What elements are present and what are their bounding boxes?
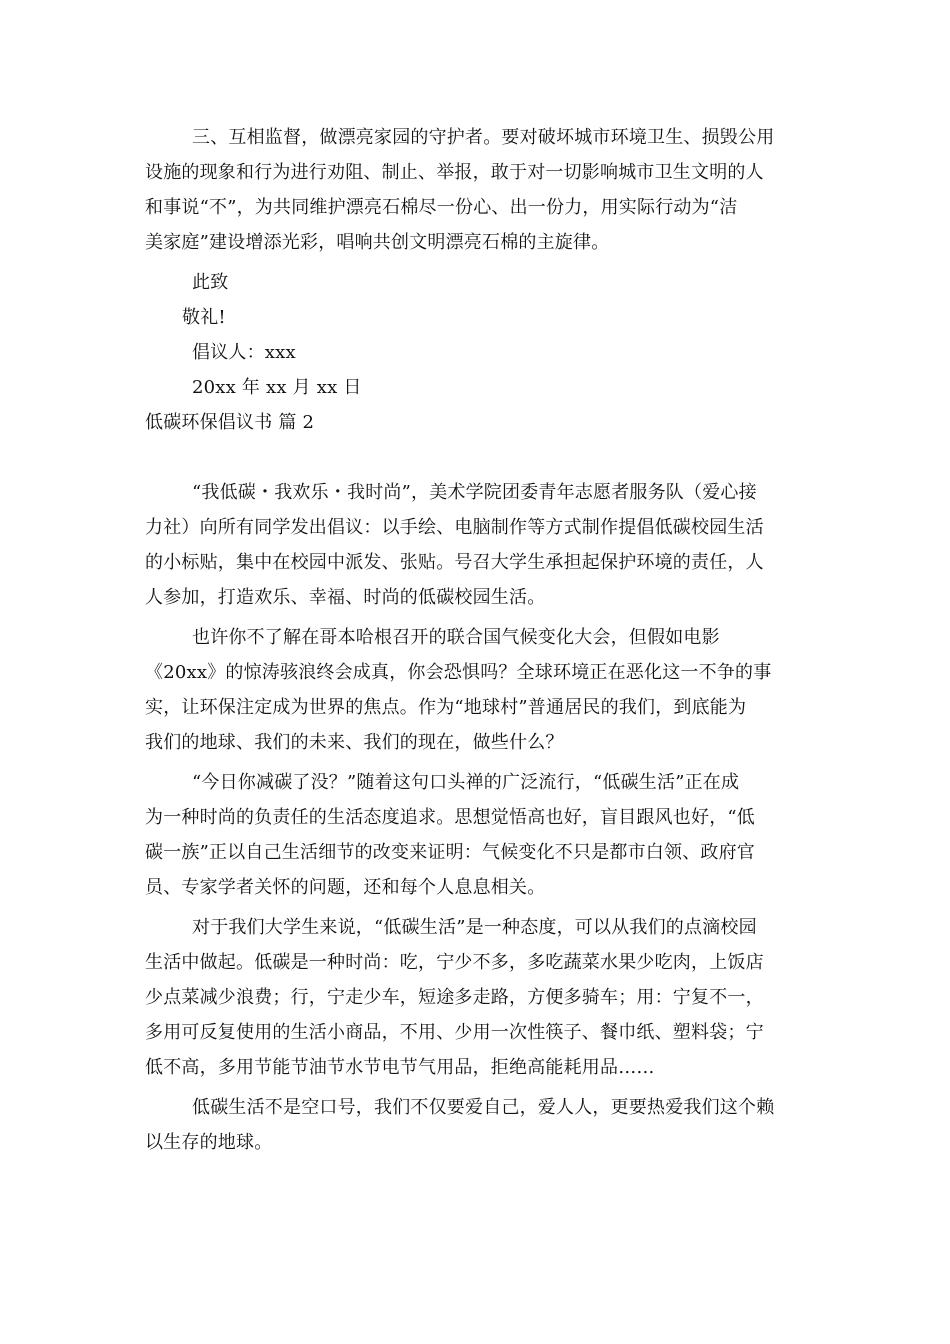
paragraph-line: 少点菜减少浪费；行，宁走少车，短途多走路，方便多骑车；用：宁复不一，	[145, 987, 764, 1008]
paragraph-line: 员、专家学者关怀的问题，还和每个人息息相关。	[145, 877, 546, 898]
paragraph-line: 设施的现象和行为进行劝阻、制止、举报，敢于对一切影响城市卫生文明的人	[145, 162, 764, 183]
paragraph-line: “今日你减碳了没？”随着这句口头禅的广泛流行，“低碳生活”正在成	[192, 772, 740, 793]
paragraph-line: 低不高，多用节能节油节水节电节气用品，拒绝高能耗用品……	[145, 1057, 655, 1078]
closing-regards: 敬礼!	[182, 307, 226, 328]
paragraph-line: 人参加，打造欢乐、幸福、时尚的低碳校园生活。	[145, 587, 546, 608]
paragraph-line: 美家庭”建设增添光彩，唱响共创文明漂亮石棉的主旋律。	[145, 232, 610, 253]
paragraph-line: 的小标贴，集中在校园中派发、张贴。号召大学生承担起保护环境的责任，人	[145, 552, 764, 573]
signer-line: 倡议人：xxx	[192, 342, 296, 363]
paragraph-line: 我们的地球、我们的未来、我们的现在，做些什么？	[145, 732, 564, 753]
paragraph-line: 也许你不了解在哥本哈根召开的联合国气候变化大会，但假如电影	[192, 627, 720, 648]
paragraph-line: 对于我们大学生来说，“低碳生活”是一种态度，可以从我们的点滴校园	[192, 917, 757, 938]
paragraph-line: 为一种时尚的负责任的生活态度追求。思想觉悟高也好，盲目跟风也好，“低	[145, 807, 755, 828]
paragraph-line: 碳一族”正以自己生活细节的改变来证明：气候变化不只是都市白领、政府官	[145, 842, 755, 863]
paragraph-line: 力社）向所有同学发出倡议：以手绘、电脑制作等方式制作提倡低碳校园生活	[145, 517, 764, 538]
date-line: 20xx 年 xx 月 xx 日	[192, 377, 362, 398]
paragraph-line: 以生存的地球。	[145, 1132, 273, 1153]
paragraph-line: 《20xx》的惊涛骇浪终会成真，你会恐惧吗？全球环境正在恶化这一不争的事	[145, 662, 772, 683]
paragraph-line: 三、互相监督，做漂亮家园的守护者。要对破坏城市环境卫生、损毁公用	[192, 127, 775, 148]
paragraph-line: 和事说“不”，为共同维护漂亮石棉尽一份心、出一份力，用实际行动为“洁	[145, 197, 738, 218]
paragraph-line: 生活中做起。低碳是一种时尚：吃，宁少不多，多吃蔬菜水果少吃肉，上饭店	[145, 952, 764, 973]
closing-salutation: 此致	[192, 272, 229, 293]
section-heading: 低碳环保倡议书 篇 2	[145, 412, 315, 433]
paragraph-line: 低碳生活不是空口号，我们不仅要爱自己，爱人人，更要热爱我们这个赖	[192, 1097, 775, 1118]
paragraph-line: 实，让环保注定成为世界的焦点。作为“地球村”普通居民的我们，到底能为	[145, 697, 747, 718]
paragraph-line: “我低碳・我欢乐・我时尚”，美术学院团委青年志愿者服务队（爱心接	[192, 482, 757, 503]
paragraph-line: 多用可反复使用的生活小商品，不用、少用一次性筷子、餐巾纸、塑料袋；宁	[145, 1022, 764, 1043]
